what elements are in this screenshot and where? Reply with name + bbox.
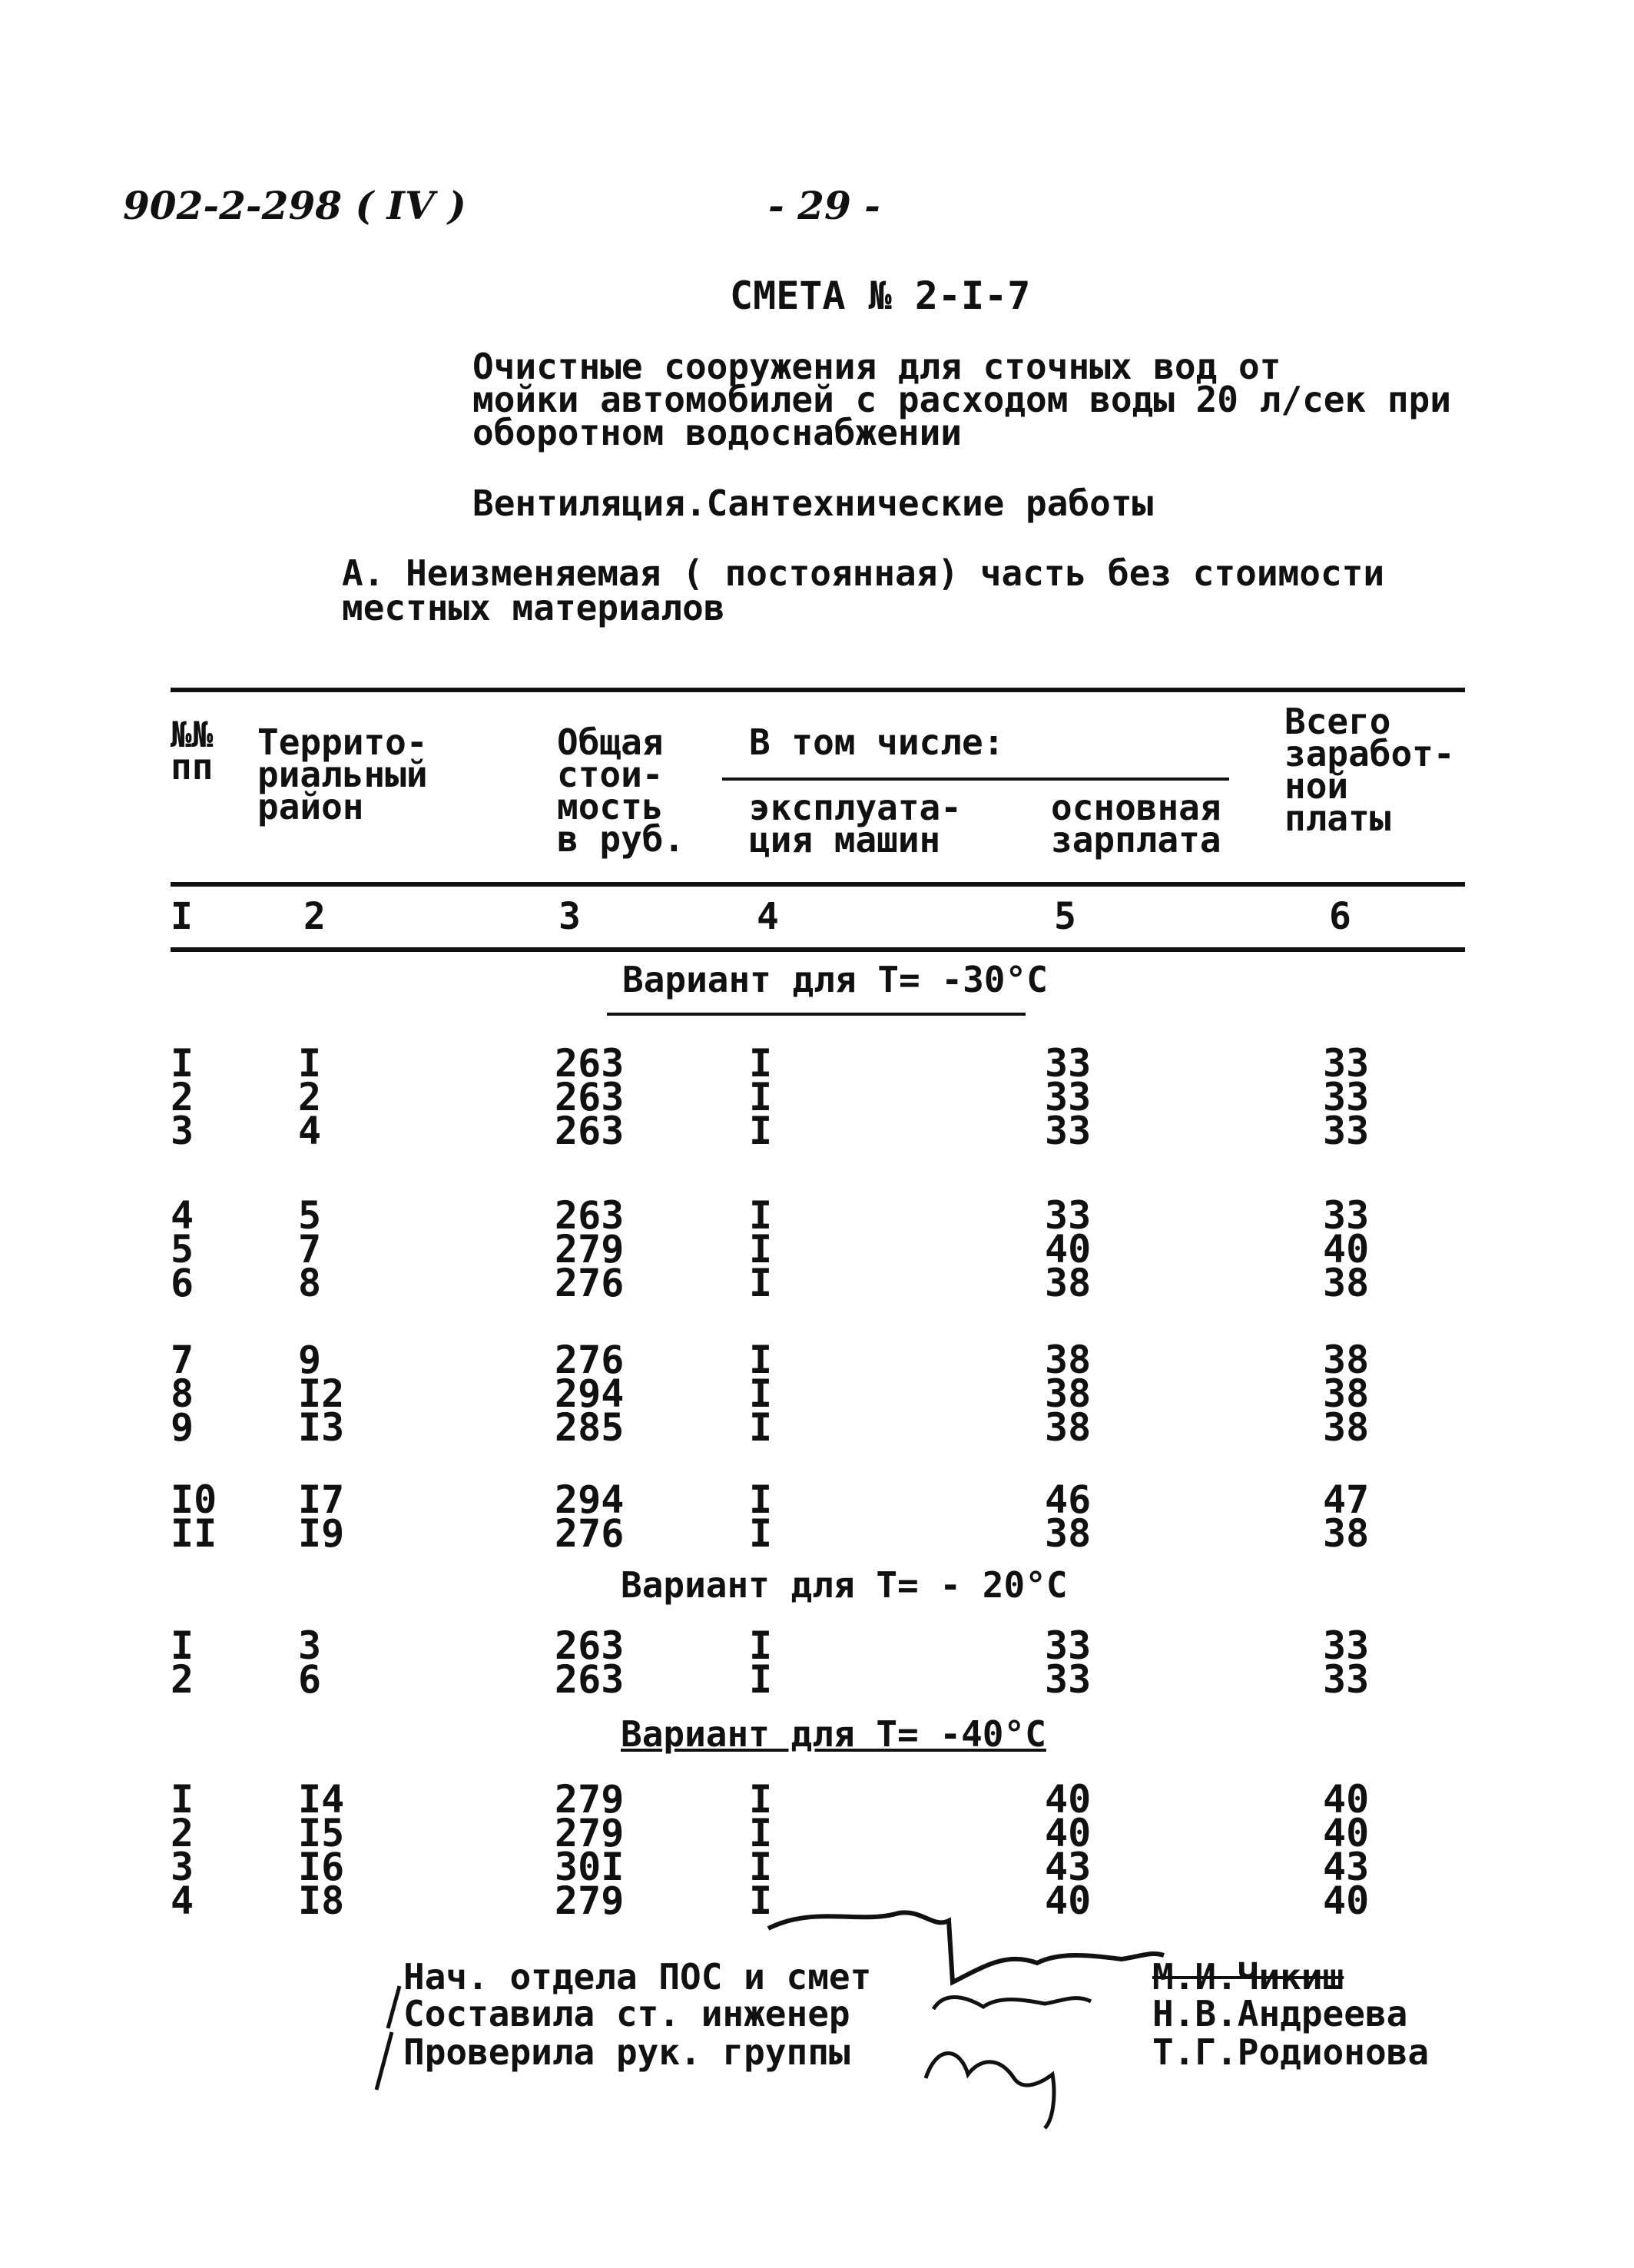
header-total-cost: Общая стои- мость в руб. bbox=[557, 721, 685, 860]
cell-total-cost: 263 263 bbox=[555, 1623, 625, 1702]
col-number-1: I bbox=[171, 895, 193, 938]
section-heading: Вентиляция.Сантехнические работы bbox=[472, 482, 1154, 524]
signature-name-1: М.И.Чикиш bbox=[1152, 1956, 1344, 1998]
cell-row-number: 7 8 9 bbox=[171, 1338, 194, 1450]
cell-base-salary: 46 38 bbox=[1045, 1477, 1092, 1556]
variant-label: Вариант для Т= -40°С bbox=[621, 1713, 1046, 1755]
cell-total-salary: 40 40 43 40 bbox=[1323, 1777, 1370, 1923]
cell-district: 9 I2 I3 bbox=[298, 1338, 345, 1450]
header-including-group: В том числе: bbox=[749, 721, 1005, 763]
page-number: - 29 - bbox=[768, 183, 880, 228]
cell-total-salary: 47 38 bbox=[1323, 1477, 1370, 1556]
signature-name-2: Н.В.Андреева bbox=[1152, 1993, 1408, 2034]
subtitle-line-1: Очистные сооружения для сточных вод от bbox=[472, 346, 1281, 387]
cell-row-number: I0 II bbox=[171, 1477, 217, 1556]
header-machine-operation: эксплуата- ция машин bbox=[749, 787, 962, 860]
signature-scribble-3 bbox=[926, 2054, 1054, 2129]
cell-machine-operation: I I I bbox=[749, 1338, 773, 1450]
variant-label: Вариант для Т= - 20°С bbox=[621, 1564, 1068, 1606]
variant-underline bbox=[607, 1013, 1026, 1016]
header-row-number: №№ пп bbox=[171, 714, 214, 788]
signature-role-1: Нач. отдела ПОС и смет bbox=[403, 1956, 872, 1998]
cell-total-salary: 38 38 38 bbox=[1323, 1338, 1370, 1450]
cell-district: I7 I9 bbox=[298, 1477, 345, 1556]
cell-machine-operation: I I I bbox=[749, 1193, 773, 1305]
cell-base-salary: 33 40 38 bbox=[1045, 1193, 1092, 1305]
cell-total-cost: 263 263 263 bbox=[555, 1041, 625, 1153]
cell-total-cost: 294 276 bbox=[555, 1477, 625, 1556]
signature-name-3: Т.Г.Родионова bbox=[1152, 2031, 1430, 2073]
header-territorial-district: Террито- риальный район bbox=[257, 721, 428, 827]
cell-total-cost: 279 279 30I 279 bbox=[555, 1777, 625, 1923]
cell-base-salary: 33 33 33 bbox=[1045, 1041, 1092, 1153]
subtitle-line-3: оборотном водоснабжении bbox=[472, 412, 962, 453]
header-base-salary: основная зарплата bbox=[1051, 787, 1221, 860]
col-number-3: 3 bbox=[558, 895, 581, 938]
col-numbers-bottom-rule bbox=[171, 947, 1465, 952]
cell-district: 3 6 bbox=[298, 1623, 322, 1702]
variant-label: Вариант для Т= -30°С bbox=[622, 959, 1048, 1000]
bracket-mark bbox=[376, 1986, 399, 2090]
table-top-rule bbox=[171, 688, 1465, 692]
cell-base-salary: 33 33 bbox=[1045, 1623, 1092, 1702]
signature-scribble-2 bbox=[933, 1998, 1091, 2009]
cell-total-salary: 33 33 bbox=[1323, 1623, 1370, 1702]
part-heading-line-2: местных материалов bbox=[342, 587, 725, 628]
cell-district: 5 7 8 bbox=[298, 1193, 322, 1305]
part-heading-line-1: А. Неизменяемая ( постоянная) часть без стоимости bbox=[342, 552, 1385, 594]
signature-role-3: Проверила рук. группы bbox=[403, 2031, 850, 2073]
document-title: СМЕТА № 2-I-7 bbox=[730, 274, 1031, 318]
cell-total-cost: 276 294 285 bbox=[555, 1338, 625, 1450]
col-number-2: 2 bbox=[303, 895, 326, 938]
cell-district: I4 I5 I6 I8 bbox=[298, 1777, 345, 1923]
col-number-4: 4 bbox=[757, 895, 779, 938]
cell-total-salary: 33 33 33 bbox=[1323, 1041, 1370, 1153]
cell-row-number: I 2 3 4 bbox=[171, 1777, 194, 1923]
document-code: 902-2-298 ( IV ) bbox=[123, 183, 466, 228]
cell-machine-operation: I I bbox=[749, 1477, 773, 1556]
cell-row-number: I 2 3 bbox=[171, 1041, 194, 1153]
cell-total-salary: 33 40 38 bbox=[1323, 1193, 1370, 1305]
cell-machine-operation: I I I I bbox=[749, 1777, 773, 1923]
col-number-6: 6 bbox=[1329, 895, 1351, 938]
header-total-salary: Всего заработ- ной платы bbox=[1284, 701, 1455, 839]
group-underline bbox=[722, 778, 1229, 781]
cell-total-cost: 263 279 276 bbox=[555, 1193, 625, 1305]
col-number-5: 5 bbox=[1054, 895, 1076, 938]
header-bottom-rule bbox=[171, 882, 1465, 887]
cell-base-salary: 40 40 43 40 bbox=[1045, 1777, 1092, 1923]
cell-base-salary: 38 38 38 bbox=[1045, 1338, 1092, 1450]
subtitle-line-2: мойки автомобилей с расходом воды 20 л/сек при bbox=[472, 379, 1451, 420]
cell-row-number: 4 5 6 bbox=[171, 1193, 194, 1305]
signature-role-2: Составила ст. инженер bbox=[403, 1993, 850, 2034]
cell-district: I 2 4 bbox=[298, 1041, 322, 1153]
cell-machine-operation: I I bbox=[749, 1623, 773, 1702]
cell-row-number: I 2 bbox=[171, 1623, 194, 1702]
cell-machine-operation: I I I bbox=[749, 1041, 773, 1153]
